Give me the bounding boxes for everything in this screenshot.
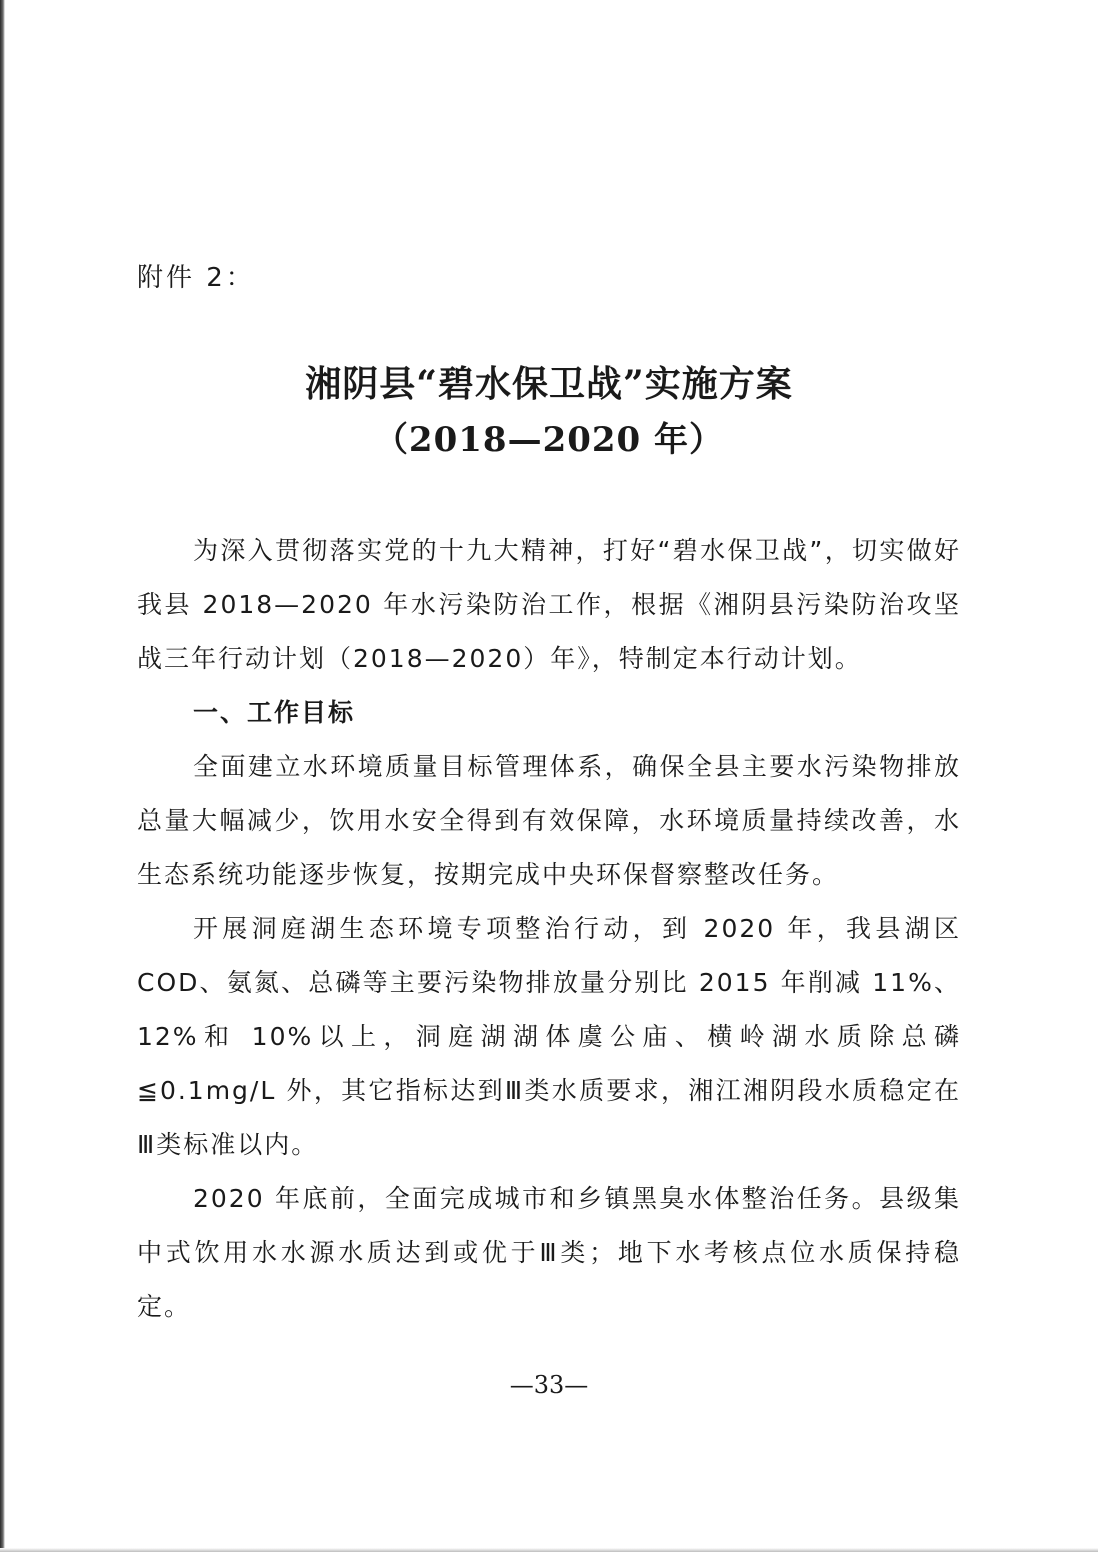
goal-paragraph-2: 开展洞庭湖生态环境专项整治行动，到 2020 年，我县湖区 COD、氨氮、总磷等主要污染物排放量分别比 2015 年削减 11%、12%和 10%以上，洞庭湖湖体虞公庙、横岭湖水质除总磷≦0.1mg/L 外，其它指标达到Ⅲ类水质要求，湘江湘阴段水质稳定在Ⅲ类标准以内。 <box>137 914 961 1159</box>
document-title-years: （2018—2020 年） <box>373 420 725 460</box>
section-heading: 一、工作目标 <box>193 698 356 727</box>
scan-edge-left <box>0 0 5 1552</box>
intro-paragraph: 为深入贯彻落实党的十九大精神，打好“碧水保卫战”，切实做好我县 2018—2020 年水污染防治工作，根据《湘阴县污染防治攻坚战三年行动计划（2018—2020）年》，特制定本行动计划。 <box>137 536 961 673</box>
goal-paragraph-1: 全面建立水环境质量目标管理体系，确保全县主要水污染物排放总量大幅减少，饮用水安全得到有效保障，水环境质量持续改善，水生态系统功能逐步恢复，按期完成中央环保督察整改任务。 <box>137 752 961 889</box>
attachment-label: 附件 2： <box>137 263 255 293</box>
scan-edge-bottom <box>0 1548 1098 1552</box>
goal-paragraph-3: 2020 年底前，全面完成城市和乡镇黑臭水体整治任务。县级集中式饮用水水源水质达到或优于Ⅲ类；地下水考核点位水质保持稳定。 <box>137 1184 961 1321</box>
document-title: 湘阴县“碧水保卫战”实施方案 <box>305 363 793 405</box>
page-number: —33— <box>509 1371 589 1399</box>
document-body <box>137 524 961 1334</box>
